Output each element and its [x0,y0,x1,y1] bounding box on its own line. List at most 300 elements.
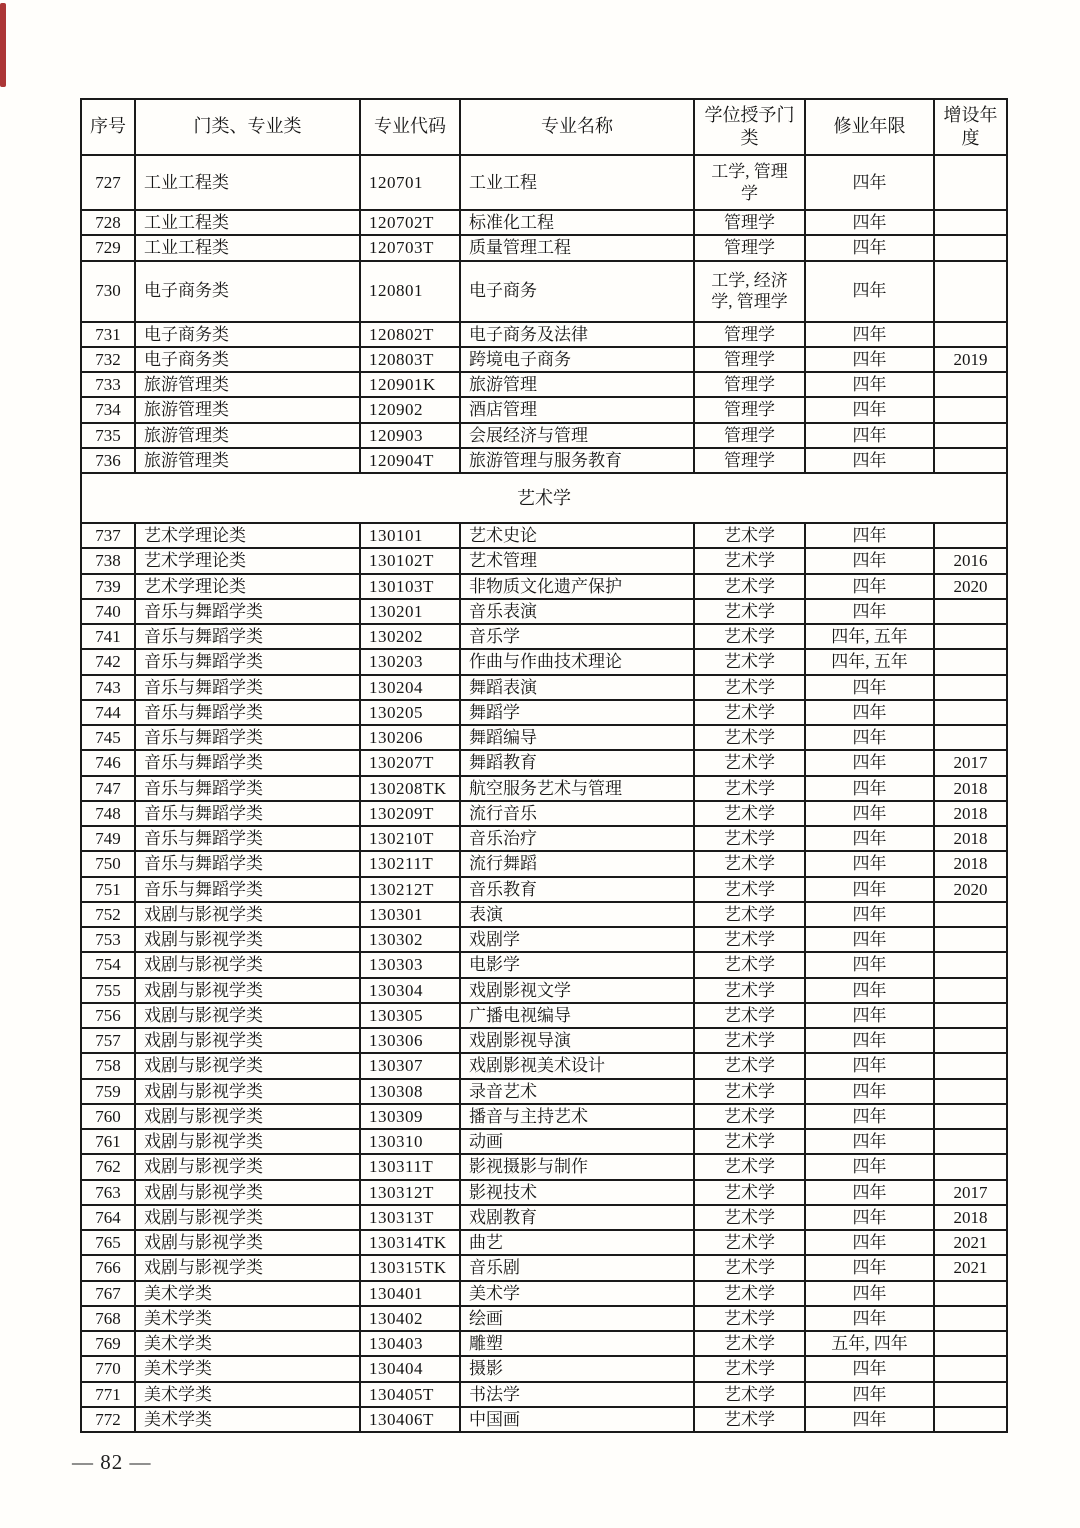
section-row [81,473,1007,523]
cell-degree: 管理学 [694,210,805,235]
table-row [81,649,1007,674]
table-row [81,1331,1007,1356]
cell-no: 727 [81,155,135,210]
cell-years: 四年 [805,902,934,927]
cell-no: 733 [81,372,135,397]
cell-years: 四年 [805,750,934,775]
cell-degree: 管理学 [694,347,805,372]
cell-category: 工业工程类 [135,210,360,235]
cell-added: 2020 [934,877,1007,902]
cell-category: 音乐与舞蹈学类 [135,725,360,750]
cell-degree: 艺术学 [694,952,805,977]
cell-added [934,1382,1007,1407]
cell-name: 戏剧影视文学 [460,978,694,1003]
cell-category: 美术学类 [135,1382,360,1407]
cell-degree: 艺术学 [694,902,805,927]
cell-added [934,1154,1007,1179]
table-row [81,902,1007,927]
cell-category: 戏剧与影视学类 [135,1129,360,1154]
cell-name: 音乐剧 [460,1255,694,1280]
cell-category: 戏剧与影视学类 [135,952,360,977]
cell-degree: 艺术学 [694,1053,805,1078]
cell-no: 767 [81,1281,135,1306]
cell-years: 四年, 五年 [805,649,934,674]
cell-code: 120803T [360,347,460,372]
header-seq: 序号 [81,99,135,155]
table-row [81,801,1007,826]
cell-years: 四年 [805,1053,934,1078]
header-added: 增设年度 [934,99,1007,155]
cell-name: 戏剧影视导演 [460,1028,694,1053]
header-category: 门类、专业类 [135,99,360,155]
cell-name: 舞蹈编导 [460,725,694,750]
cell-years: 四年 [805,1079,934,1104]
cell-category: 电子商务类 [135,347,360,372]
table-row [81,1382,1007,1407]
cell-code: 130302 [360,927,460,952]
cell-years: 四年 [805,1003,934,1028]
cell-degree: 艺术学 [694,725,805,750]
table-row [81,1180,1007,1205]
table-row [81,675,1007,700]
cell-added [934,978,1007,1003]
cell-degree: 艺术学 [694,1331,805,1356]
table-body [81,155,1007,1432]
cell-code: 120901K [360,372,460,397]
cell-code: 130210T [360,826,460,851]
cell-category: 工业工程类 [135,235,360,260]
cell-years: 四年 [805,725,934,750]
cell-category: 旅游管理类 [135,397,360,422]
cell-no: 740 [81,599,135,624]
cell-added: 2018 [934,776,1007,801]
cell-code: 130101 [360,523,460,548]
cell-years: 四年 [805,574,934,599]
cell-name: 曲艺 [460,1230,694,1255]
cell-degree: 艺术学 [694,877,805,902]
table-row [81,1407,1007,1432]
cell-no: 769 [81,1331,135,1356]
table-row [81,1003,1007,1028]
cell-name: 作曲与作曲技术理论 [460,649,694,674]
cell-category: 旅游管理类 [135,372,360,397]
cell-added [934,235,1007,260]
cell-category: 电子商务类 [135,261,360,322]
cell-years: 四年 [805,952,934,977]
table-row [81,851,1007,876]
cell-category: 工业工程类 [135,155,360,210]
cell-category: 美术学类 [135,1306,360,1331]
cell-category: 音乐与舞蹈学类 [135,826,360,851]
cell-years: 四年 [805,978,934,1003]
cell-category: 电子商务类 [135,322,360,347]
cell-code: 130304 [360,978,460,1003]
cell-no: 754 [81,952,135,977]
header-row [81,99,1007,155]
majors-table [80,98,1008,1433]
cell-name: 旅游管理与服务教育 [460,448,694,473]
cell-code: 130212T [360,877,460,902]
cell-name: 动画 [460,1129,694,1154]
cell-name: 广播电视编导 [460,1003,694,1028]
cell-no: 739 [81,574,135,599]
cell-code: 130405T [360,1382,460,1407]
cell-name: 艺术管理 [460,548,694,573]
cell-name: 影视摄影与制作 [460,1154,694,1179]
cell-degree: 艺术学 [694,1205,805,1230]
cell-code: 120903 [360,423,460,448]
cell-added [934,155,1007,210]
cell-category: 美术学类 [135,1407,360,1432]
table-row [81,322,1007,347]
cell-code: 120802T [360,322,460,347]
table-row [81,448,1007,473]
cell-degree: 管理学 [694,448,805,473]
table-row [81,1306,1007,1331]
table-row [81,1205,1007,1230]
cell-added [934,1104,1007,1129]
cell-degree: 管理学 [694,423,805,448]
table-row [81,1028,1007,1053]
table-row [81,1230,1007,1255]
cell-category: 美术学类 [135,1356,360,1381]
table-row [81,1154,1007,1179]
cell-name: 舞蹈表演 [460,675,694,700]
table-row [81,927,1007,952]
cell-no: 772 [81,1407,135,1432]
cell-name: 工业工程 [460,155,694,210]
cell-category: 戏剧与影视学类 [135,1104,360,1129]
cell-added [934,210,1007,235]
cell-category: 艺术学理论类 [135,523,360,548]
cell-added [934,1281,1007,1306]
cell-code: 130201 [360,599,460,624]
cell-years: 四年 [805,322,934,347]
cell-degree: 艺术学 [694,1154,805,1179]
cell-added: 2017 [934,750,1007,775]
cell-code: 130204 [360,675,460,700]
cell-code: 130403 [360,1331,460,1356]
cell-category: 美术学类 [135,1281,360,1306]
cell-name: 戏剧学 [460,927,694,952]
cell-degree: 艺术学 [694,1028,805,1053]
cell-code: 130307 [360,1053,460,1078]
cell-degree: 艺术学 [694,750,805,775]
cell-years: 四年 [805,1306,934,1331]
cell-added [934,1331,1007,1356]
cell-years: 五年, 四年 [805,1331,934,1356]
cell-category: 音乐与舞蹈学类 [135,750,360,775]
cell-added [934,624,1007,649]
cell-years: 四年 [805,1407,934,1432]
cell-added [934,952,1007,977]
cell-no: 734 [81,397,135,422]
cell-added [934,523,1007,548]
cell-no: 736 [81,448,135,473]
cell-added [934,448,1007,473]
cell-no: 771 [81,1382,135,1407]
header-code: 专业代码 [360,99,460,155]
table-row [81,155,1007,210]
cell-degree: 艺术学 [694,649,805,674]
cell-code: 120703T [360,235,460,260]
cell-no: 752 [81,902,135,927]
cell-name: 会展经济与管理 [460,423,694,448]
cell-name: 音乐表演 [460,599,694,624]
table-row [81,599,1007,624]
cell-added [934,675,1007,700]
cell-no: 748 [81,801,135,826]
cell-category: 音乐与舞蹈学类 [135,700,360,725]
cell-added [934,725,1007,750]
cell-category: 美术学类 [135,1331,360,1356]
cell-degree: 艺术学 [694,675,805,700]
cell-no: 756 [81,1003,135,1028]
cell-no: 737 [81,523,135,548]
cell-no: 730 [81,261,135,322]
cell-years: 四年 [805,1281,934,1306]
table-row [81,725,1007,750]
cell-degree: 艺术学 [694,1230,805,1255]
cell-added [934,927,1007,952]
cell-years: 四年 [805,675,934,700]
cell-no: 749 [81,826,135,851]
cell-name: 舞蹈教育 [460,750,694,775]
table-row [81,347,1007,372]
cell-years: 四年 [805,1382,934,1407]
cell-years: 四年 [805,397,934,422]
cell-category: 音乐与舞蹈学类 [135,776,360,801]
cell-years: 四年 [805,155,934,210]
cell-code: 130205 [360,700,460,725]
table-row [81,978,1007,1003]
cell-added [934,261,1007,322]
cell-name: 音乐教育 [460,877,694,902]
cell-years: 四年 [805,423,934,448]
cell-no: 744 [81,700,135,725]
cell-category: 音乐与舞蹈学类 [135,624,360,649]
header-name: 专业名称 [460,99,694,155]
cell-code: 120904T [360,448,460,473]
table-row [81,1104,1007,1129]
cell-code: 120801 [360,261,460,322]
cell-name: 电子商务及法律 [460,322,694,347]
cell-degree: 艺术学 [694,978,805,1003]
cell-added [934,649,1007,674]
cell-name: 电影学 [460,952,694,977]
table-row [81,826,1007,851]
red-edge-mark [0,3,6,87]
cell-no: 766 [81,1255,135,1280]
table-row [81,423,1007,448]
table-row [81,776,1007,801]
cell-added [934,1306,1007,1331]
cell-code: 130211T [360,851,460,876]
cell-code: 130203 [360,649,460,674]
cell-added [934,1053,1007,1078]
cell-category: 旅游管理类 [135,448,360,473]
cell-years: 四年 [805,548,934,573]
cell-code: 120701 [360,155,460,210]
table-row [81,624,1007,649]
table-row [81,397,1007,422]
cell-no: 755 [81,978,135,1003]
cell-years: 四年 [805,1205,934,1230]
table-row [81,1079,1007,1104]
cell-years: 四年 [805,261,934,322]
cell-name: 摄影 [460,1356,694,1381]
table-row [81,261,1007,322]
cell-code: 130301 [360,902,460,927]
cell-added [934,1028,1007,1053]
cell-name: 酒店管理 [460,397,694,422]
cell-no: 763 [81,1180,135,1205]
cell-degree: 艺术学 [694,927,805,952]
table-row [81,750,1007,775]
cell-category: 音乐与舞蹈学类 [135,675,360,700]
cell-name: 质量管理工程 [460,235,694,260]
cell-years: 四年 [805,1154,934,1179]
cell-no: 760 [81,1104,135,1129]
cell-no: 765 [81,1230,135,1255]
cell-years: 四年 [805,851,934,876]
cell-code: 130206 [360,725,460,750]
cell-degree: 艺术学 [694,574,805,599]
cell-added: 2018 [934,1205,1007,1230]
table-row [81,1281,1007,1306]
cell-degree: 艺术学 [694,1180,805,1205]
cell-name: 中国画 [460,1407,694,1432]
cell-years: 四年 [805,1129,934,1154]
table-row [81,235,1007,260]
cell-years: 四年 [805,210,934,235]
cell-category: 音乐与舞蹈学类 [135,801,360,826]
cell-years: 四年 [805,826,934,851]
cell-degree: 艺术学 [694,1356,805,1381]
cell-no: 738 [81,548,135,573]
cell-years: 四年 [805,1230,934,1255]
cell-name: 雕塑 [460,1331,694,1356]
table-row [81,700,1007,725]
cell-no: 735 [81,423,135,448]
cell-name: 艺术史论 [460,523,694,548]
cell-added: 2018 [934,851,1007,876]
cell-years: 四年 [805,448,934,473]
cell-code: 130404 [360,1356,460,1381]
cell-no: 742 [81,649,135,674]
cell-no: 764 [81,1205,135,1230]
cell-name: 表演 [460,902,694,927]
cell-category: 艺术学理论类 [135,574,360,599]
cell-years: 四年 [805,235,934,260]
cell-category: 戏剧与影视学类 [135,1154,360,1179]
cell-code: 130305 [360,1003,460,1028]
cell-degree: 管理学 [694,397,805,422]
cell-code: 120902 [360,397,460,422]
cell-no: 770 [81,1356,135,1381]
cell-years: 四年 [805,523,934,548]
cell-category: 艺术学理论类 [135,548,360,573]
cell-no: 743 [81,675,135,700]
cell-name: 航空服务艺术与管理 [460,776,694,801]
table-row [81,1356,1007,1381]
cell-name: 录音艺术 [460,1079,694,1104]
page-number: — 82 — [72,1450,152,1474]
cell-added [934,1079,1007,1104]
table-row [81,1129,1007,1154]
cell-code: 130209T [360,801,460,826]
cell-no: 751 [81,877,135,902]
cell-category: 戏剧与影视学类 [135,1079,360,1104]
cell-added [934,599,1007,624]
cell-years: 四年 [805,1180,934,1205]
cell-category: 音乐与舞蹈学类 [135,649,360,674]
cell-degree: 艺术学 [694,1281,805,1306]
cell-added: 2020 [934,574,1007,599]
cell-name: 绘画 [460,1306,694,1331]
cell-degree: 工学, 管理学 [694,155,805,210]
cell-added: 2021 [934,1230,1007,1255]
cell-degree: 艺术学 [694,1407,805,1432]
cell-years: 四年 [805,347,934,372]
cell-code: 130103T [360,574,460,599]
table-row [81,952,1007,977]
cell-no: 729 [81,235,135,260]
cell-added [934,423,1007,448]
cell-name: 音乐治疗 [460,826,694,851]
cell-no: 731 [81,322,135,347]
cell-category: 戏剧与影视学类 [135,1003,360,1028]
cell-degree: 艺术学 [694,523,805,548]
cell-added [934,372,1007,397]
cell-code: 130306 [360,1028,460,1053]
cell-no: 768 [81,1306,135,1331]
cell-code: 130208TK [360,776,460,801]
cell-degree: 艺术学 [694,1306,805,1331]
cell-degree: 工学, 经济学, 管理学 [694,261,805,322]
cell-name: 播音与主持艺术 [460,1104,694,1129]
cell-name: 流行音乐 [460,801,694,826]
cell-code: 130207T [360,750,460,775]
cell-code: 130402 [360,1306,460,1331]
cell-code: 130311T [360,1154,460,1179]
cell-years: 四年 [805,801,934,826]
cell-name: 旅游管理 [460,372,694,397]
cell-years: 四年 [805,1255,934,1280]
cell-years: 四年 [805,1356,934,1381]
section-title: 艺术学 [81,473,1007,523]
cell-added: 2021 [934,1255,1007,1280]
cell-no: 753 [81,927,135,952]
cell-name: 影视技术 [460,1180,694,1205]
cell-category: 戏剧与影视学类 [135,902,360,927]
cell-added [934,1129,1007,1154]
header-degree: 学位授予门类 [694,99,805,155]
cell-name: 电子商务 [460,261,694,322]
table-row [81,1255,1007,1280]
cell-added: 2018 [934,826,1007,851]
cell-degree: 管理学 [694,372,805,397]
cell-category: 音乐与舞蹈学类 [135,877,360,902]
cell-name: 流行舞蹈 [460,851,694,876]
cell-category: 旅游管理类 [135,423,360,448]
cell-years: 四年, 五年 [805,624,934,649]
cell-degree: 艺术学 [694,548,805,573]
cell-category: 戏剧与影视学类 [135,1180,360,1205]
cell-code: 130406T [360,1407,460,1432]
cell-years: 四年 [805,776,934,801]
cell-added: 2016 [934,548,1007,573]
